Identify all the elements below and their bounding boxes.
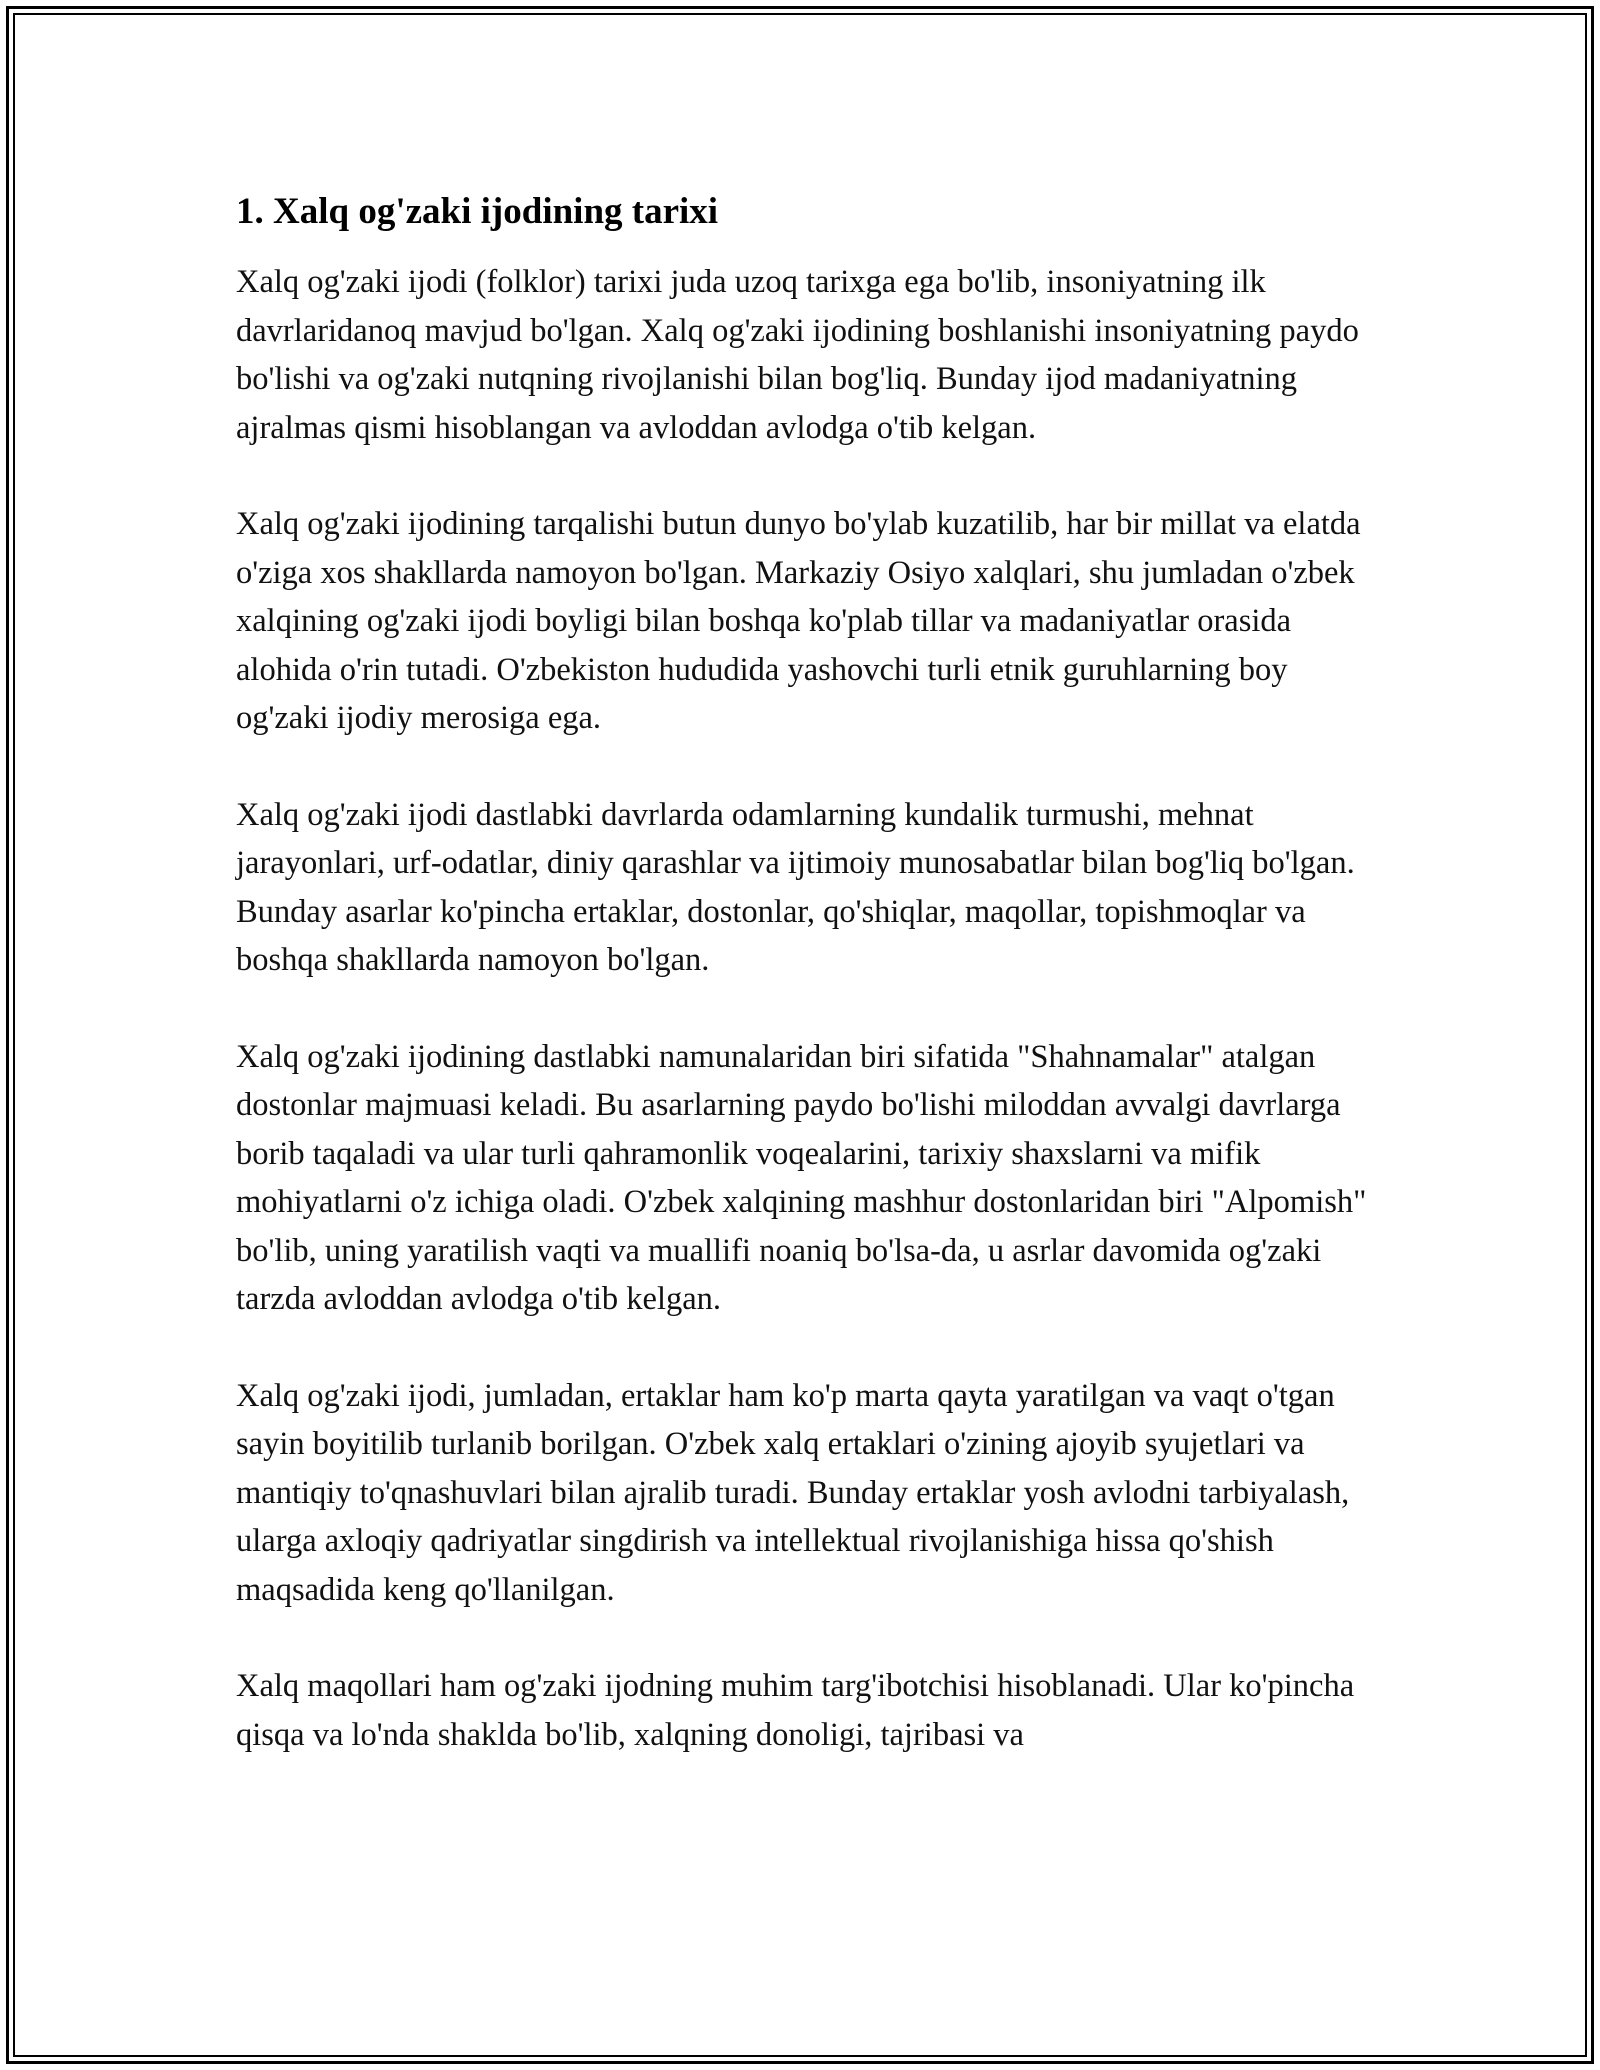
paragraph-3: Xalq og'zaki ijodi dastlabki davrlarda odamlarning kundalik turmushi, mehnat jarayonlari, urf-odatlar, diniy qarashlar va ijtimoiy munosabatlar bilan bog'liq bo'lgan. Bunday asarlar ko'pincha ertaklar, dostonlar, qo'shiqlar, maqollar, topishmoqlar va boshqa shakllarda namoyon bo'lgan. [236,796,1355,978]
paragraph-4: Xalq og'zaki ijodining dastlabki namunalaridan biri sifatida "Shahnamalar" atalgan dostonlar majmuasi keladi. Bu asarlarning paydo bo'lishi miloddan avvalgi davrlarga borib taqaladi va ular turli qahramonlik voqealarini, tarixiy shaxslarni va mifik mohiyatlarni o'z ichiga oladi. O'zbek xalqining mashhur dostonlaridan biri "Alpomish" bo'lib, uning yaratilish vaqti va muallifi noaniq bo'lsa-da, u asrlar davomida og'zaki tarzda avloddan avlodga o'tib kelgan. [236,1038,1367,1317]
paragraph-6: Xalq maqollari ham og'zaki ijodning muhim targ'ibotchisi hisoblanadi. Ular ko'pincha qisqa va lo'nda shaklda bo'lib, xalqning donoligi, tajribasi va [236,1668,1355,1753]
paragraph-2: Xalq og'zaki ijodining tarqalishi butun dunyo bo'ylab kuzatilib, har bir millat va elatda o'ziga xos shakllarda namoyon bo'lgan. Markaziy Osiyo xalqlari, shu jumladan o'zbek xalqining og'zaki ijodi boyligi bilan boshqa ko'plab tillar va madaniyatlar orasida alohida o'rin tutadi. O'zbekiston hududida yashovchi turli etnik guruhlarning boy og'zaki ijodiy merosiga ega. [236,506,1361,736]
paragraph-5: Xalq og'zaki ijodi, jumladan, ertaklar ham ko'p marta qayta yaratilgan va vaqt o'tgan sayin boyitilib turlanib borilgan. O'zbek xalq ertaklari o'zining ajoyib syujetlari va mantiqiy to'qnashuvlari bilan ajralib turadi. Bunday ertaklar yosh avlodni tarbiyalash, ularga axloqiy qadriyatlar singdirish va intellektual rivojlanishiga hissa qo'shish maqsadida keng qo'llanilgan. [236,1377,1350,1608]
document-body [236,188,1376,1807]
section-heading: 1. Xalq og'zaki ijodining tarixi [236,191,719,232]
paragraph-1: Xalq og'zaki ijodi (folklor) tarixi juda uzoq tarixga ega bo'lib, insoniyatning ilk davrlaridanoq mavjud bo'lgan. Xalq og'zaki ijodining boshlanishi insoniyatning paydo bo'lishi va og'zaki nutqning rivojlanishi bilan bog'liq. Bunday ijod madaniyatning ajralmas qismi hisoblangan va avloddan avlodga o'tib kelgan. [236,264,1359,446]
